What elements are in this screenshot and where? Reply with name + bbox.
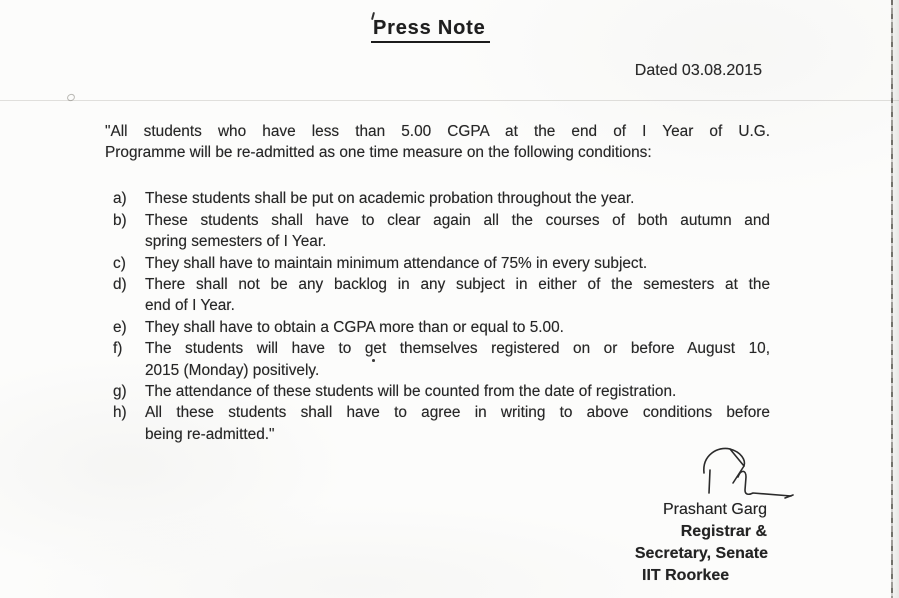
condition-item-b bbox=[105, 210, 770, 253]
scan-artifact-line bbox=[0, 100, 899, 101]
item-letter: h) bbox=[113, 404, 127, 422]
item-text bbox=[145, 402, 770, 445]
signatory-name: Prashant Garg bbox=[662, 501, 767, 518]
item-line: These students shall be put on academic probation throughout the year. bbox=[145, 190, 635, 208]
condition-item-a bbox=[105, 188, 770, 209]
item-line: end of I Year. bbox=[145, 297, 235, 315]
condition-item-d bbox=[105, 274, 770, 317]
date-line: Dated 03.08.2015 bbox=[634, 62, 762, 79]
item-text bbox=[145, 253, 770, 274]
item-letter: e) bbox=[113, 318, 127, 336]
condition-item-c bbox=[105, 253, 770, 274]
item-line: They shall have to obtain a CGPA more than or equal to 5.00. bbox=[145, 318, 564, 336]
item-line: There shall not be any backlog in any subject in either of the semesters at the bbox=[145, 275, 770, 293]
item-line: They shall have to maintain minimum attendance of 75% in every subject. bbox=[145, 254, 648, 272]
item-text bbox=[145, 210, 770, 253]
item-text bbox=[145, 188, 770, 209]
item-text bbox=[145, 274, 770, 317]
item-letter: b) bbox=[113, 211, 127, 229]
intro-line: "All students who have less than 5.00 CGPA at the end of I Year of U.G. bbox=[105, 123, 770, 140]
signatory-role: Secretary, Senate bbox=[634, 545, 768, 562]
item-line: All these students shall have to agree in writing to above conditions before bbox=[145, 404, 770, 422]
item-line: spring semesters of I Year. bbox=[145, 233, 327, 251]
condition-item-f bbox=[105, 338, 770, 381]
scan-artifact-dot bbox=[372, 359, 375, 362]
condition-item-g bbox=[105, 381, 770, 402]
item-letter: d) bbox=[113, 275, 127, 293]
condition-item-e bbox=[105, 317, 770, 338]
item-letter: g) bbox=[113, 382, 127, 400]
item-line: 2015 (Monday) positively. bbox=[145, 361, 320, 379]
page-title: Press Note bbox=[371, 17, 490, 43]
intro-paragraph bbox=[105, 121, 770, 164]
item-text bbox=[145, 317, 770, 338]
item-letter: a) bbox=[113, 190, 127, 208]
signatory-org: IIT Roorkee bbox=[642, 567, 730, 584]
condition-item-h bbox=[105, 402, 770, 445]
conditions-list bbox=[105, 188, 770, 445]
item-line: being re-admitted." bbox=[145, 425, 275, 443]
signatory-role: Registrar & bbox=[680, 523, 767, 540]
item-line: The attendance of these students will be counted from the date of registration. bbox=[145, 382, 677, 400]
item-text bbox=[145, 381, 770, 402]
signature-icon bbox=[700, 445, 795, 500]
item-letter: f) bbox=[113, 340, 123, 358]
scan-edge-shade bbox=[893, 0, 899, 598]
item-line: The students will have to get themselves registered on or before August 10, bbox=[145, 340, 770, 358]
item-letter: c) bbox=[113, 254, 126, 272]
item-line: These students shall have to clear again all the courses of both autumn and bbox=[145, 211, 770, 229]
item-text bbox=[145, 338, 770, 381]
body-content bbox=[105, 121, 770, 445]
intro-line: Programme will be re-admitted as one time measure on the following conditions: bbox=[105, 144, 652, 162]
